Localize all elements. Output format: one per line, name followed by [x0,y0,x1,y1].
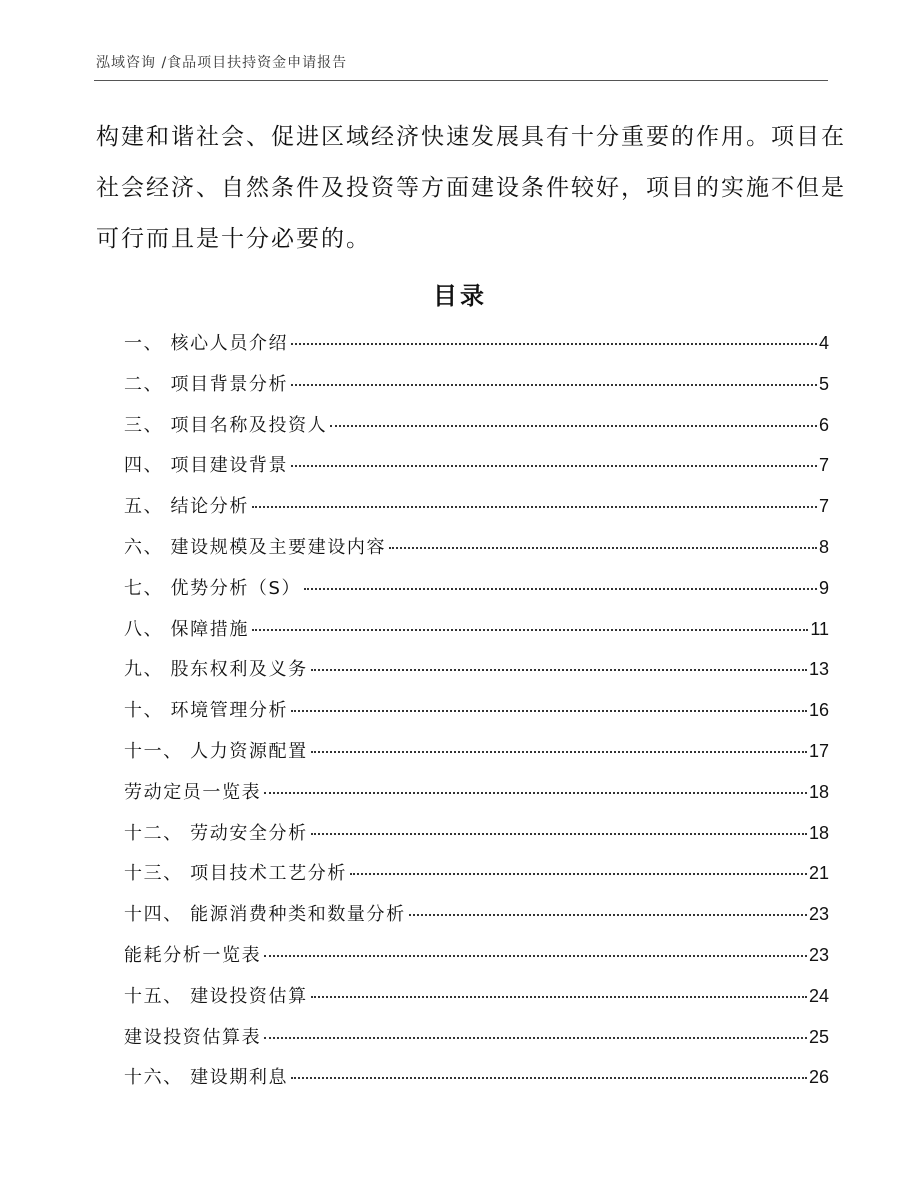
toc-entry[interactable] [124,690,829,731]
toc-entry[interactable] [124,772,829,813]
toc-dot-leader [291,1077,807,1079]
toc-dot-leader [252,506,817,508]
toc-entry[interactable] [124,976,829,1017]
toc-dot-leader [291,465,817,467]
toc-entry-label: 十四、 能源消费种类和数量分析 [124,904,406,926]
toc-entry[interactable] [124,649,829,690]
toc-entry-page: 18 [808,781,829,802]
toc-entry-label: 六、 建设规模及主要建设内容 [124,536,387,558]
toc-entry[interactable] [124,445,829,486]
toc-entry[interactable] [124,853,829,894]
toc-entry-page: 18 [808,822,829,843]
toc-entry[interactable] [124,894,829,935]
toc-entry-label: 四、 项目建设背景 [124,455,289,477]
toc-entry-page: 7 [818,496,829,517]
intro-line: 社会经济、自然条件及投资等方面建设条件较好，项目的实施不但是 [96,175,846,201]
table-of-contents [124,323,829,1098]
toc-entry-label: 十一、 人力资源配置 [124,740,308,762]
toc-entry-page: 24 [808,985,829,1006]
header-divider [94,80,828,81]
toc-entry-label: 五、 结论分析 [124,496,249,518]
toc-entry-label: 八、 保障措施 [124,618,249,640]
running-header: 泓域咨询 /食品项目扶持资金申请报告 [96,55,348,71]
intro-line: 构建和谐社会、促进区域经济快速发展具有十分重要的作用。项目在 [96,124,846,150]
intro-paragraph [96,112,846,265]
toc-entry-label: 十二、 劳动安全分析 [124,822,308,844]
toc-dot-leader [311,996,807,998]
toc-entry-page: 8 [818,536,829,557]
toc-entry-page: 25 [808,1026,829,1047]
toc-entry-page: 23 [808,904,829,925]
toc-dot-leader [330,425,817,427]
toc-dot-leader [304,588,817,590]
toc-dot-leader [311,833,807,835]
toc-entry[interactable] [124,323,829,364]
toc-entry[interactable] [124,486,829,527]
toc-entry-page: 6 [818,414,829,435]
toc-entry-page: 9 [818,577,829,598]
toc-entry-label: 十五、 建设投资估算 [124,985,308,1007]
toc-dot-leader [264,1037,807,1039]
intro-line: 可行而且是十分必要的。 [96,226,371,252]
toc-entry[interactable] [124,813,829,854]
toc-dot-leader [350,873,807,875]
toc-dot-leader [389,547,817,549]
toc-entry-label: 建设投资估算表 [124,1026,262,1048]
toc-entry[interactable] [124,527,829,568]
toc-entry-page: 5 [818,373,829,394]
toc-entry-label: 十、 环境管理分析 [124,700,289,722]
toc-entry-label: 劳动定员一览表 [124,781,262,803]
toc-dot-leader [311,669,807,671]
toc-dot-leader [264,955,807,957]
toc-entry-label: 能耗分析一览表 [124,944,262,966]
toc-entry-page: 17 [808,740,829,761]
toc-dot-leader [252,629,808,631]
toc-entry[interactable] [124,731,829,772]
toc-entry[interactable] [124,935,829,976]
toc-entry[interactable] [124,609,829,650]
toc-entry-label: 十三、 项目技术工艺分析 [124,863,347,885]
toc-dot-leader [291,710,807,712]
toc-entry-page: 16 [808,700,829,721]
toc-entry-page: 21 [808,863,829,884]
toc-entry-page: 13 [808,659,829,680]
toc-dot-leader [409,914,807,916]
toc-entry-page: 23 [808,944,829,965]
toc-entry-label: 一、 核心人员介绍 [124,333,289,354]
toc-entry[interactable] [124,568,829,609]
toc-entry-label: 九、 股东权利及义务 [124,659,308,681]
toc-entry[interactable] [124,1057,829,1098]
toc-entry-label: 七、 优势分析（S） [124,577,302,599]
toc-dot-leader [311,751,807,753]
toc-entry[interactable] [124,1017,829,1058]
toc-dot-leader [264,792,807,794]
toc-entry-page: 11 [810,618,829,639]
toc-entry[interactable] [124,364,829,405]
toc-title: 目录 [433,282,487,310]
toc-entry-page: 26 [808,1067,829,1088]
toc-entry-label: 二、 项目背景分析 [124,373,289,395]
toc-entry-label: 三、 项目名称及投资人 [124,414,328,436]
toc-dot-leader [291,343,817,345]
toc-entry[interactable] [124,405,829,446]
toc-entry-page: 4 [818,333,829,353]
toc-entry-page: 7 [818,455,829,476]
toc-entry-label: 十六、 建设期利息 [124,1067,289,1089]
toc-dot-leader [291,384,817,386]
